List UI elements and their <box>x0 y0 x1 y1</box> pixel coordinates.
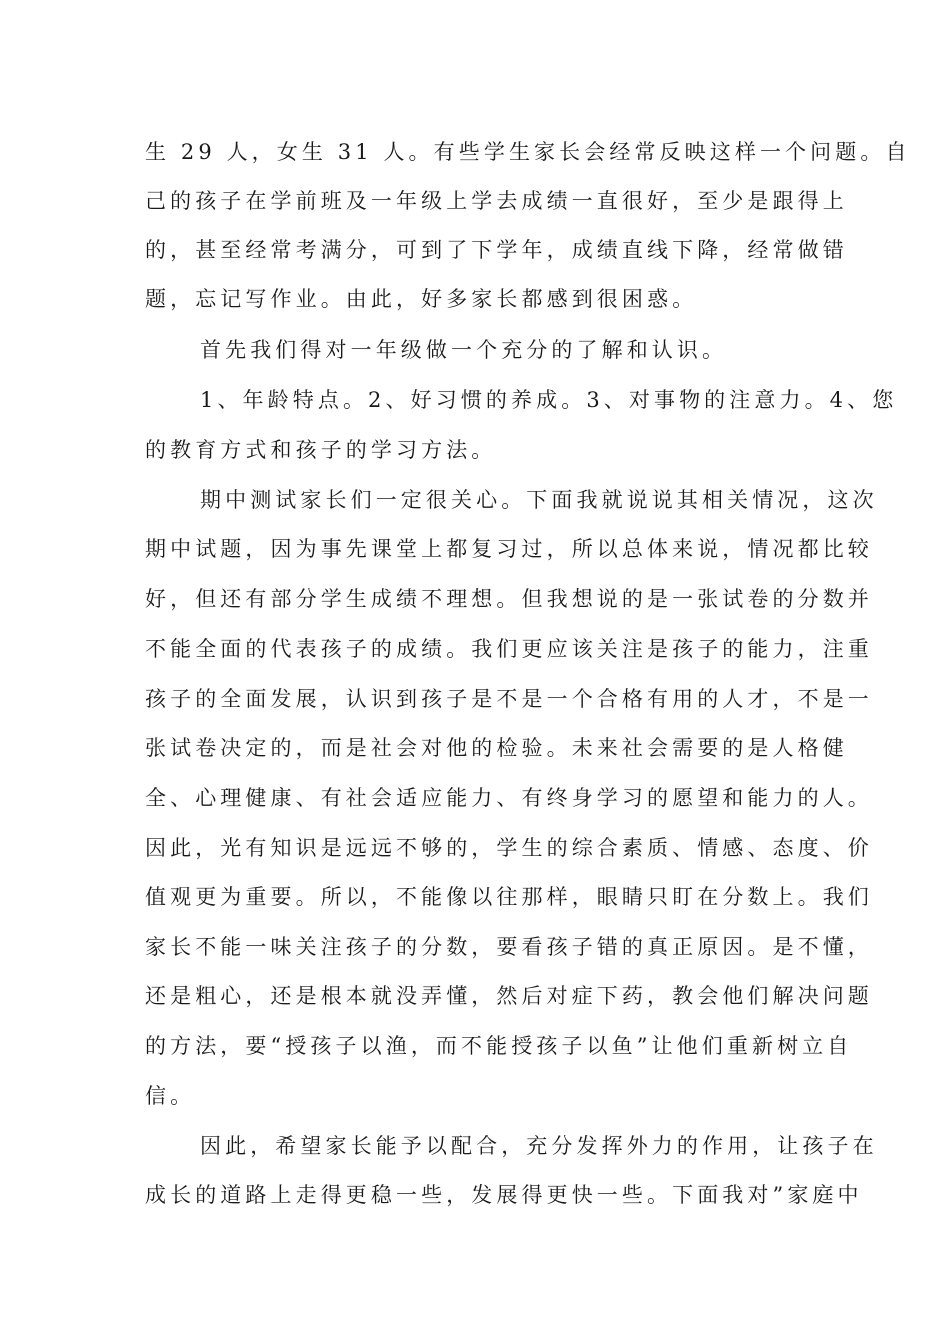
text-line: 生 29 人，女生 31 人。有些学生家长会经常反映这样一个问题。自 <box>145 140 911 164</box>
text-line: 因此，光有知识是远远不够的，学生的综合素质、情感、态度、价 <box>145 836 873 860</box>
text-line: 1、年龄特点。2、好习惯的养成。3、对事物的注意力。4、您 <box>200 388 898 412</box>
text-line: 的方法，要“授孩子以渔，而不能授孩子以鱼”让他们重新树立自 <box>145 1034 853 1058</box>
text-line: 信。 <box>145 1084 196 1108</box>
text-line: 的，甚至经常考满分，可到了下学年，成绩直线下降，经常做错 <box>145 238 848 262</box>
text-line: 孩子的全面发展，认识到孩子是不是一个合格有用的人才，不是一 <box>145 687 873 711</box>
text-line: 题，忘记写作业。由此，好多家长都感到很困惑。 <box>145 287 698 311</box>
text-line: 好，但还有部分学生成绩不理想。但我想说的是一张试卷的分数并 <box>145 587 873 611</box>
text-line: 首先我们得对一年级做一个充分的了解和认识。 <box>200 338 728 362</box>
text-line: 的教育方式和孩子的学习方法。 <box>145 438 497 462</box>
text-line: 家长不能一味关注孩子的分数，要看孩子错的真正原因。是不懂， <box>145 935 873 959</box>
text-line: 成长的道路上走得更稳一些，发展得更快一些。下面我对”家庭中 <box>145 1183 863 1207</box>
text-line: 张试卷决定的，而是社会对他的检验。未来社会需要的是人格健 <box>145 736 848 760</box>
text-line: 还是粗心，还是根本就没弄懂，然后对症下药，教会他们解决问题 <box>145 984 873 1008</box>
text-line: 己的孩子在学前班及一年级上学去成绩一直很好，至少是跟得上 <box>145 189 848 213</box>
text-line: 因此，希望家长能予以配合，充分发挥外力的作用，让孩子在 <box>200 1134 878 1158</box>
text-line: 不能全面的代表孩子的成绩。我们更应该关注是孩子的能力，注重 <box>145 637 873 661</box>
text-line: 期中试题，因为事先课堂上都复习过，所以总体来说，情况都比较 <box>145 537 873 561</box>
text-line: 值观更为重要。所以，不能像以往那样，眼睛只盯在分数上。我们 <box>145 885 873 909</box>
text-line: 全、心理健康、有社会适应能力、有终身学习的愿望和能力的人。 <box>145 786 873 810</box>
text-line: 期中测试家长们一定很关心。下面我就说说其相关情况，这次 <box>200 488 878 512</box>
